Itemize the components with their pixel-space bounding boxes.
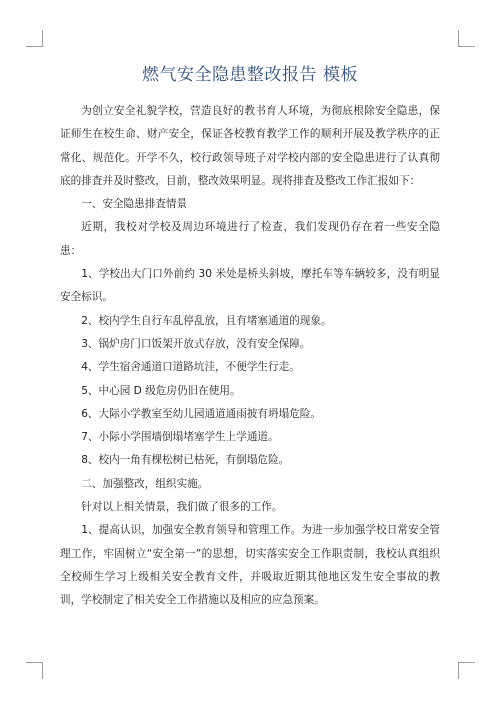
crop-mark-bottom-right [458, 662, 475, 679]
crop-mark-top-left [26, 30, 43, 47]
hazard-item-7: 7、小际小学围墙倒塌堵塞学生上学通道。 [81, 431, 279, 444]
hazard-item-6: 6、大际小学教室至幼儿园通道通雨披有坍塌危险。 [81, 407, 321, 420]
section-2-intro: 针对以上相关情景，我们做了很多的工作。 [81, 501, 283, 514]
section-1-intro: 近期，我校对学校及周边环境进行了检查，我们发现仍存在着一些安全隐患： [60, 221, 440, 257]
hazard-item-4: 4、学生宿舍通道口道路坑洼，不便学生行走。 [81, 361, 300, 374]
hazard-item-5: 5、中心园 D 级危房仍旧在使用。 [81, 384, 241, 397]
measure-item-1: 1、提高认识，加强安全教育领导和管理工作。为进一步加强学校日常安全管理工作，牢固树立“安全第一”的思想，切实落实安全工作职责制，我校认真组织全校师生学习上级相关安全教育文件，并吸取近期其他地区发生安全事故的教训，学校制定了相关安全工作措施以及相应的应急预案。 [60, 524, 440, 607]
intro-paragraph: 为创立安全礼貌学校，营造良好的教书育人环境，为彻底根除安全隐患，保证师生在校生命、财产安全，保证各校教育教学工作的顺利开展及教学秩序的正常化、规范化。开学不久，校行政领导班子对学校内部的安全隐患进行了认真彻底的排査并及时整改，目前，整改效果明显。现将排査及整改工作汇报如下： [60, 105, 440, 187]
document-body [60, 100, 440, 613]
hazard-item-8: 8、校内一角有棵松树已枯死，有倒塌危险。 [81, 454, 290, 467]
crop-mark-bottom-left [26, 662, 43, 679]
hazard-item-2: 2、校内学生自行车乱停乱放，且有堵塞通道的现象。 [81, 314, 332, 327]
section-heading-1: 一、安全隐患排査情景 [81, 198, 188, 211]
hazard-item-1: 1、学校出大门口外前约 30 米处是桥头斜坡，摩托车等车辆较多，没有明显安全标识。 [60, 268, 440, 304]
section-heading-2: 二、加强整改，组织实施。 [81, 477, 209, 490]
crop-mark-top-right [458, 30, 475, 47]
hazard-item-3: 3、锅炉房门口饭架开放式存放，没有安全保障。 [81, 337, 311, 350]
document-title: 燃气安全隐患整改报告 模板 [142, 65, 358, 85]
